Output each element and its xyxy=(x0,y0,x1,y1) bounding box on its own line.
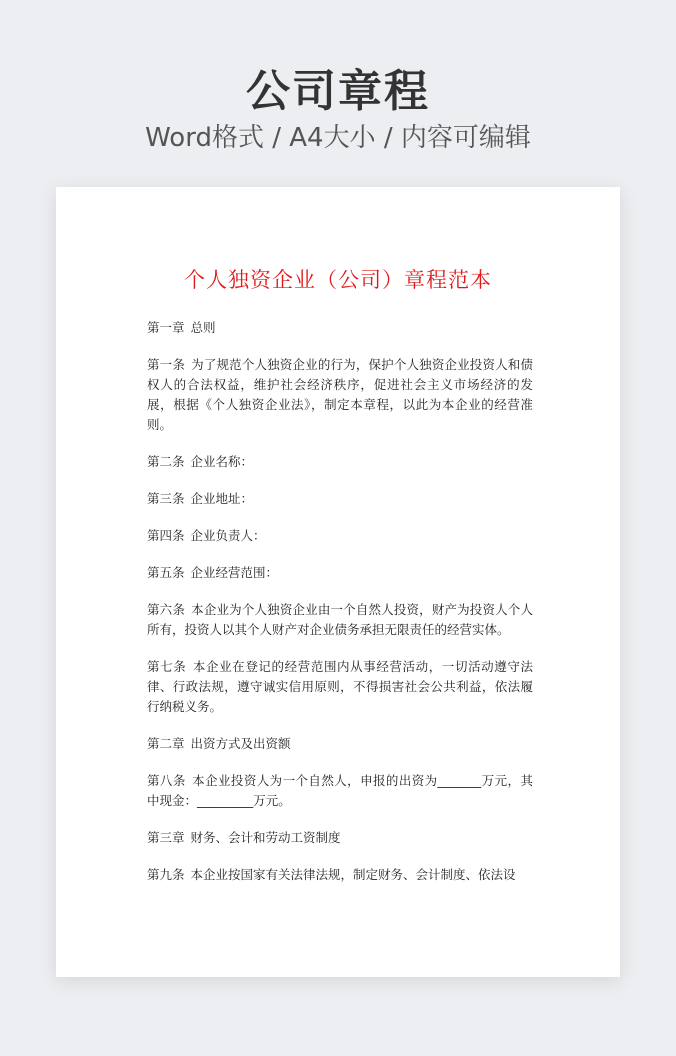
paragraph-text: 本企业在登记的经营范围内从事经营活动，一切活动遵守法律、行政法规，遵守诚实信用原则，不得损害社会公共利益，依法履行纳税义务。 xyxy=(147,659,533,714)
paragraph-label: 第一章 xyxy=(147,320,185,335)
document-body xyxy=(147,318,533,902)
article-6 xyxy=(147,600,533,640)
paragraph-text: 总则 xyxy=(190,320,216,335)
chapter-1-heading xyxy=(147,318,533,338)
paragraph-text: 财务、会计和劳动工资制度 xyxy=(190,830,341,845)
page-title: 公司章程 xyxy=(246,66,430,117)
document-page xyxy=(56,187,620,977)
article-4 xyxy=(147,526,533,546)
paragraph-label: 第九条 xyxy=(147,867,185,882)
paragraph-text: 企业经营范围： xyxy=(190,565,279,580)
paragraph-label: 第二章 xyxy=(147,736,185,751)
chapter-2-heading xyxy=(147,734,533,754)
paragraph-text: 企业名称： xyxy=(190,454,254,469)
article-3 xyxy=(147,489,533,509)
paragraph-label: 第五条 xyxy=(147,565,185,580)
paragraph-label: 第一条 xyxy=(147,357,185,372)
paragraph-text: 企业地址： xyxy=(190,491,254,506)
paragraph-label: 第八条 xyxy=(147,773,186,788)
paragraph-label: 第三章 xyxy=(147,830,185,845)
paragraph-text: 本企业投资人为一个自然人，申报的出资为_______万元，其中现金：_________万元。 xyxy=(147,773,533,808)
chapter-3-heading xyxy=(147,828,533,848)
article-2 xyxy=(147,452,533,472)
article-9 xyxy=(147,865,533,885)
page-subtitle: Word格式 / A4大小 / 内容可编辑 xyxy=(145,123,531,153)
article-7 xyxy=(147,657,533,717)
article-8 xyxy=(147,771,533,811)
paragraph-text: 出资方式及出资额 xyxy=(190,736,291,751)
paragraph-text: 本企业为个人独资企业由一个自然人投资，财产为投资人个人所有，投资人以其个人财产对企业债务承担无限责任的经营实体。 xyxy=(147,602,533,637)
article-1 xyxy=(147,355,533,435)
paragraph-label: 第三条 xyxy=(147,491,185,506)
paragraph-label: 第六条 xyxy=(147,602,185,617)
article-5 xyxy=(147,563,533,583)
paragraph-label: 第四条 xyxy=(147,528,185,543)
document-title: 个人独资企业（公司）章程范本 xyxy=(184,268,492,292)
paragraph-text: 企业负责人： xyxy=(190,528,266,543)
paragraph-label: 第二条 xyxy=(147,454,185,469)
paragraph-text: 本企业按国家有关法律法规，制定财务、会计制度、依法设 xyxy=(190,867,516,882)
paragraph-label: 第七条 xyxy=(147,659,187,674)
paragraph-text: 为了规范个人独资企业的行为，保护个人独资企业投资人和债权人的合法权益，维护社会经济秩序，促进社会主义市场经济的发展，根据《个人独资企业法》，制定本章程，以此为本企业的经营准则。 xyxy=(147,357,533,432)
